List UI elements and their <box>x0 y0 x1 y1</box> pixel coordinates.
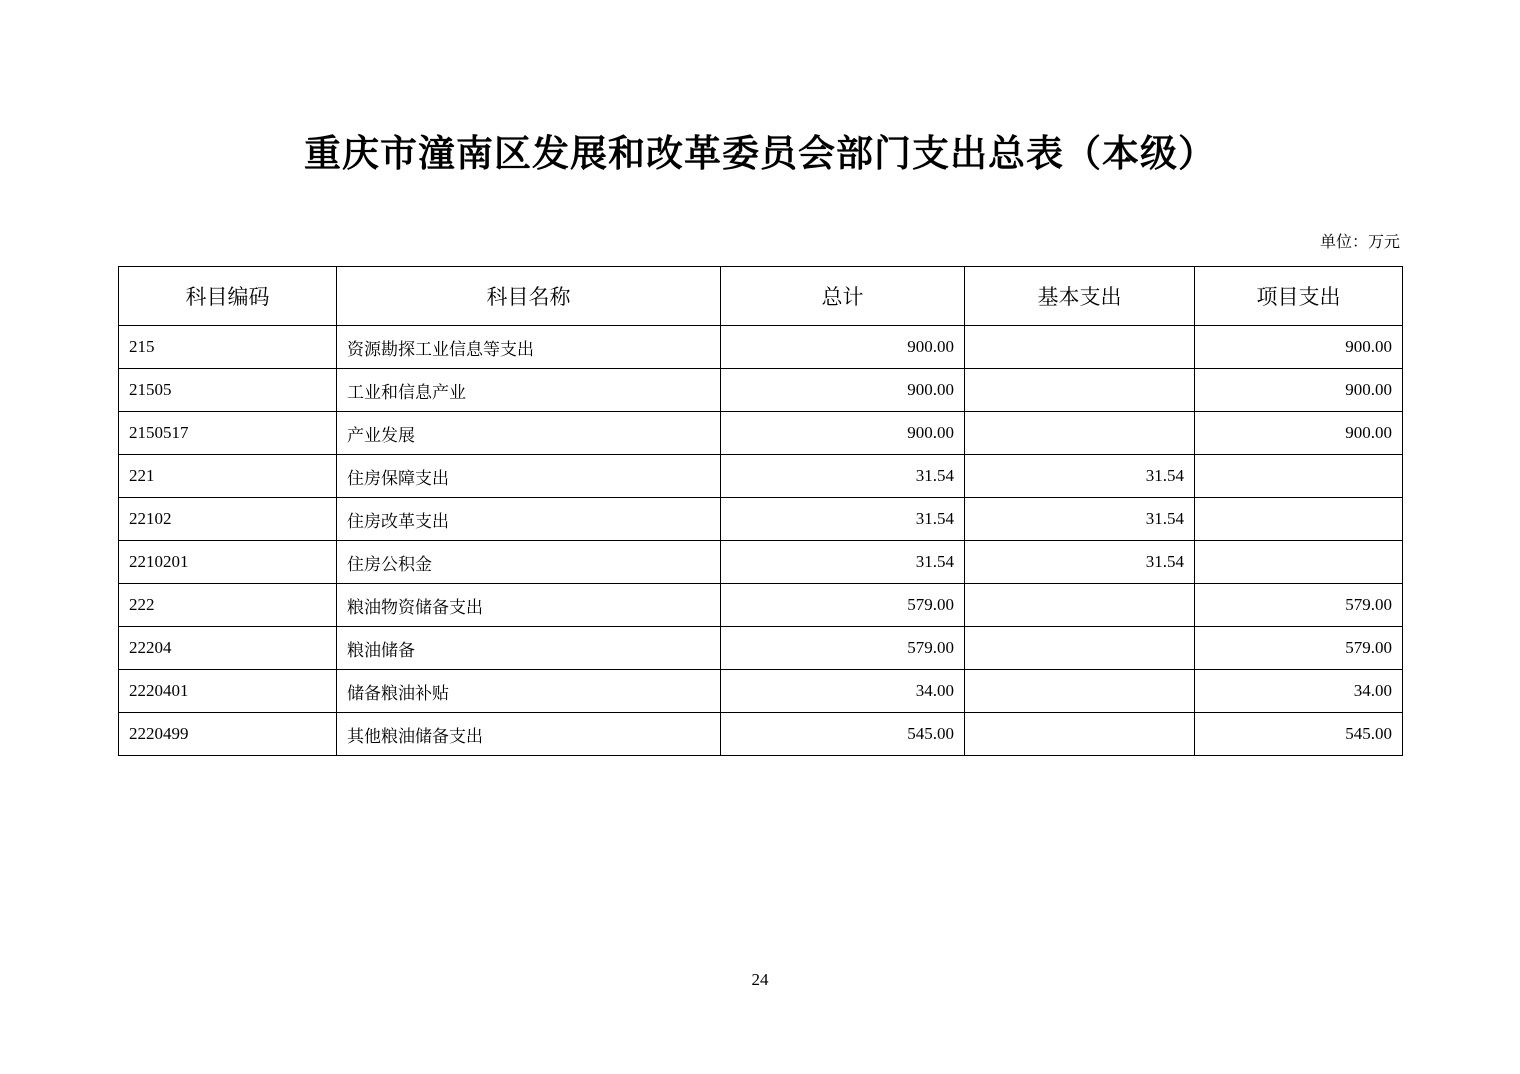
cell-name: 其他粮油储备支出 <box>337 713 721 756</box>
cell-name: 储备粮油补贴 <box>337 670 721 713</box>
cell-basic <box>965 369 1195 412</box>
table-row <box>119 326 1403 369</box>
cell-project: 579.00 <box>1195 627 1403 670</box>
cell-code: 2150517 <box>119 412 337 455</box>
cell-basic <box>965 713 1195 756</box>
cell-name: 产业发展 <box>337 412 721 455</box>
table-row <box>119 670 1403 713</box>
cell-code: 2210201 <box>119 541 337 584</box>
cell-basic: 31.54 <box>965 541 1195 584</box>
column-header-total: 总计 <box>721 267 965 326</box>
table-row <box>119 455 1403 498</box>
cell-name: 住房公积金 <box>337 541 721 584</box>
cell-basic: 31.54 <box>965 455 1195 498</box>
cell-total: 34.00 <box>721 670 965 713</box>
cell-basic <box>965 627 1195 670</box>
cell-code: 2220499 <box>119 713 337 756</box>
cell-total: 579.00 <box>721 584 965 627</box>
cell-code: 215 <box>119 326 337 369</box>
cell-code: 22102 <box>119 498 337 541</box>
cell-total: 900.00 <box>721 412 965 455</box>
cell-name: 住房保障支出 <box>337 455 721 498</box>
cell-project: 900.00 <box>1195 369 1403 412</box>
table-row <box>119 627 1403 670</box>
cell-basic <box>965 412 1195 455</box>
column-header-project: 项目支出 <box>1195 267 1403 326</box>
table-row <box>119 541 1403 584</box>
cell-basic <box>965 584 1195 627</box>
cell-total: 900.00 <box>721 326 965 369</box>
cell-name: 粮油物资储备支出 <box>337 584 721 627</box>
table-row <box>119 584 1403 627</box>
table-row <box>119 713 1403 756</box>
unit-note: 单位：万元 <box>1319 234 1400 251</box>
cell-basic <box>965 326 1195 369</box>
table-row <box>119 498 1403 541</box>
cell-name: 工业和信息产业 <box>337 369 721 412</box>
table-row <box>119 369 1403 412</box>
cell-code: 22204 <box>119 627 337 670</box>
cell-project: 900.00 <box>1195 326 1403 369</box>
cell-name: 粮油储备 <box>337 627 721 670</box>
cell-project: 900.00 <box>1195 412 1403 455</box>
cell-project <box>1195 541 1403 584</box>
cell-code: 21505 <box>119 369 337 412</box>
column-header-basic: 基本支出 <box>965 267 1195 326</box>
cell-project: 34.00 <box>1195 670 1403 713</box>
table-body <box>119 326 1403 756</box>
cell-basic <box>965 670 1195 713</box>
cell-project <box>1195 498 1403 541</box>
budget-table-container <box>0 266 1520 756</box>
table-row <box>119 412 1403 455</box>
cell-total: 579.00 <box>721 627 965 670</box>
cell-project: 579.00 <box>1195 584 1403 627</box>
cell-code: 221 <box>119 455 337 498</box>
cell-name: 资源勘探工业信息等支出 <box>337 326 721 369</box>
cell-total: 545.00 <box>721 713 965 756</box>
column-header-name: 科目名称 <box>337 267 721 326</box>
cell-code: 2220401 <box>119 670 337 713</box>
cell-total: 31.54 <box>721 455 965 498</box>
cell-project: 545.00 <box>1195 713 1403 756</box>
cell-total: 31.54 <box>721 498 965 541</box>
cell-name: 住房改革支出 <box>337 498 721 541</box>
cell-code: 222 <box>119 584 337 627</box>
cell-total: 900.00 <box>721 369 965 412</box>
cell-total: 31.54 <box>721 541 965 584</box>
cell-project <box>1195 455 1403 498</box>
budget-table <box>118 266 1403 756</box>
table-header <box>119 267 1403 326</box>
page-title: 重庆市潼南区发展和改革委员会部门支出总表（本级） <box>304 134 1216 175</box>
table-header-row <box>119 267 1403 326</box>
cell-basic: 31.54 <box>965 498 1195 541</box>
column-header-code: 科目编码 <box>119 267 337 326</box>
page-number: 24 <box>751 970 769 989</box>
